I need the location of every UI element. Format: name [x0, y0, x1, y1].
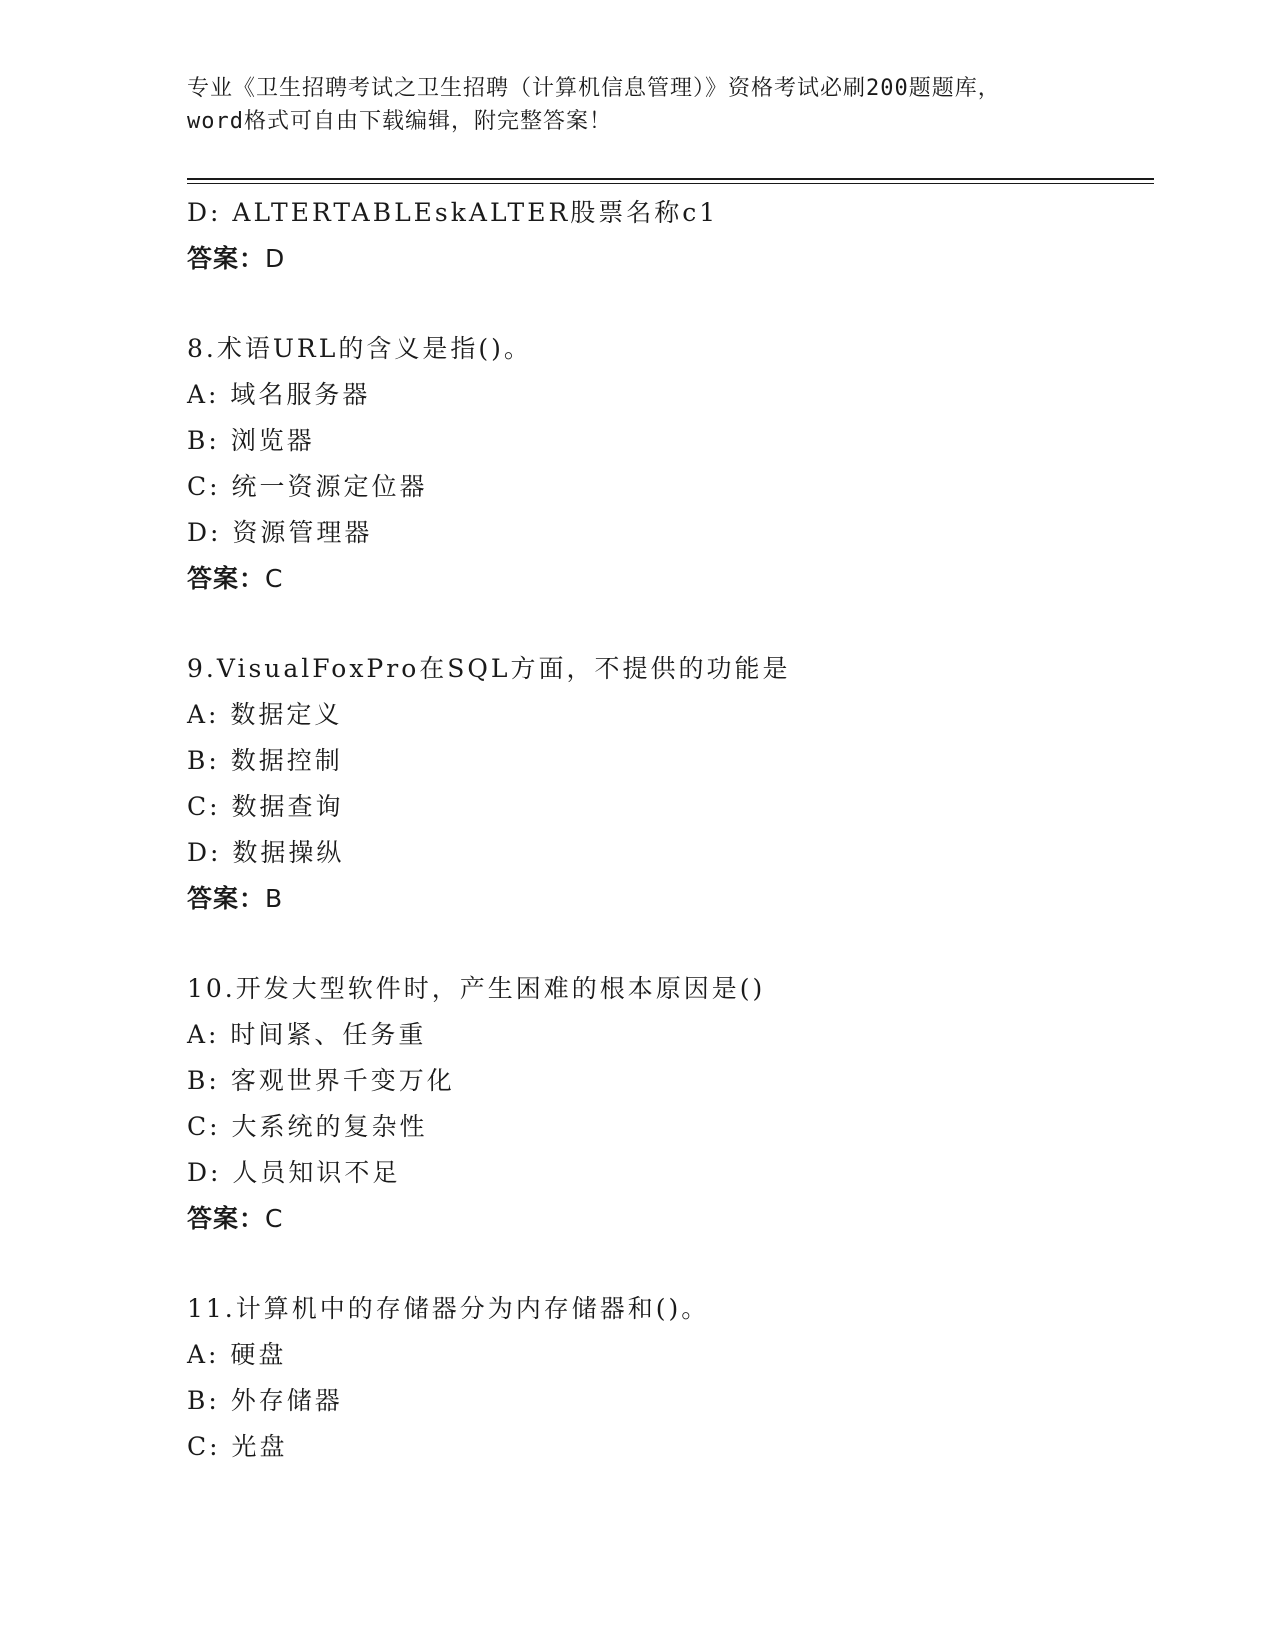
answer-value: B [265, 884, 284, 913]
option-c: C: 数据查询 [187, 792, 344, 821]
option-a: A: 硬盘 [187, 1340, 287, 1369]
option-b: B: 客观世界千变万化 [187, 1066, 455, 1095]
answer-label: 答案： [187, 244, 266, 273]
question-11 [187, 1286, 1147, 1470]
option-d: D: 数据操纵 [187, 838, 345, 867]
question-stem: 11.计算机中的存储器分为内存储器和()。 [187, 1294, 710, 1323]
spacer [187, 282, 1147, 326]
option-c: C: 大系统的复杂性 [187, 1112, 428, 1141]
option-c: C: 光盘 [187, 1432, 288, 1461]
question-continued [187, 190, 1147, 282]
question-10 [187, 966, 1147, 1242]
answer-value: C [265, 1204, 284, 1233]
question-9 [187, 646, 1147, 922]
option-d: D: 资源管理器 [187, 518, 373, 547]
header-title-line2: word格式可自由下载编辑，附完整答案！ [187, 109, 612, 134]
option-c: C: 统一资源定位器 [187, 472, 428, 501]
document-header [187, 72, 1087, 138]
answer-line [187, 556, 1147, 602]
header-divider-thin [187, 183, 1154, 184]
answer-line [187, 1196, 1147, 1242]
option-b: B: 浏览器 [187, 426, 315, 455]
option-a: A: 数据定义 [187, 700, 343, 729]
question-list [187, 190, 1147, 1470]
question-8 [187, 326, 1147, 602]
answer-line [187, 236, 1147, 282]
answer-value: D [265, 244, 286, 273]
option-a: A: 时间紧、任务重 [187, 1020, 427, 1049]
question-stem: 8.术语URL的含义是指()。 [187, 334, 532, 363]
answer-label: 答案： [187, 884, 266, 913]
header-title-line1: 专业《卫生招聘考试之卫生招聘（计算机信息管理）》资格考试必刷200题题库， [187, 76, 1001, 101]
spacer [187, 602, 1147, 646]
answer-value: C [265, 564, 284, 593]
option-d: D: ALTERTABLEskALTER股票名称c1 [187, 198, 719, 227]
option-d: D: 人员知识不足 [187, 1158, 401, 1187]
question-stem: 10.开发大型软件时，产生困难的根本原因是() [187, 974, 766, 1003]
option-b: B: 数据控制 [187, 746, 343, 775]
answer-label: 答案： [187, 1204, 266, 1233]
answer-line [187, 876, 1147, 922]
spacer [187, 922, 1147, 966]
answer-label: 答案： [187, 564, 266, 593]
option-a: A: 域名服务器 [187, 380, 371, 409]
option-b: B: 外存储器 [187, 1386, 343, 1415]
question-stem: 9.VisualFoxPro在SQL方面，不提供的功能是 [187, 654, 791, 683]
spacer [187, 1242, 1147, 1286]
header-divider-thick [187, 178, 1154, 180]
